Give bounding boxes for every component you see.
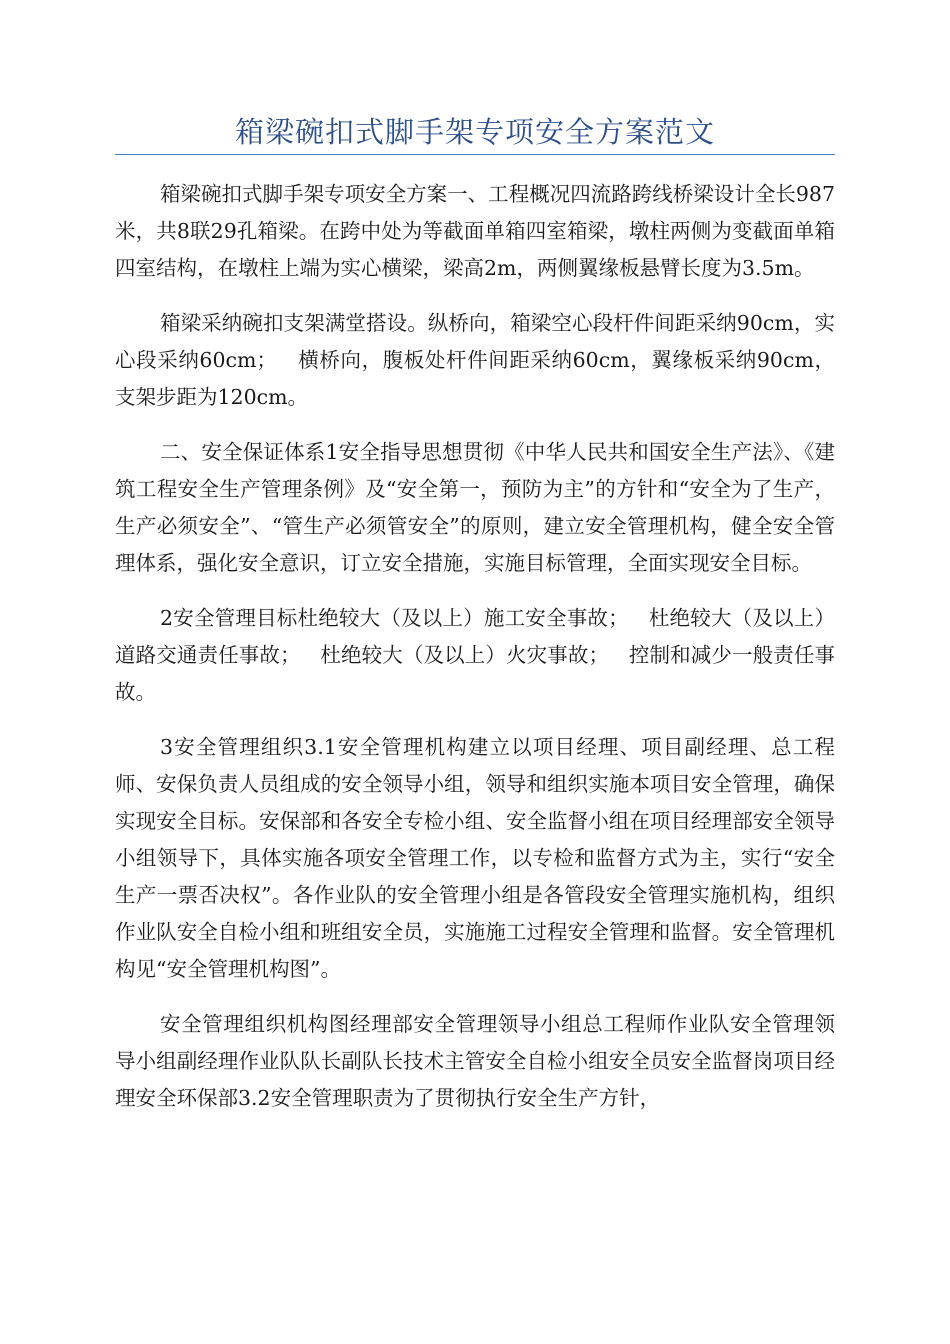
paragraph-safety-management-organization: 3安全管理组织3.1安全管理机构建立以项目经理、项目副经理、总工程师、安保负责人员组成的安全领导小组，领导和组织实施本项目安全管理，确保实现安全目标。安保部和各安全专检小组、安全监督小组在项目经理部安全领导小组领导下，具体实施各项安全管理工作，以专检和监督方式为主，实行“安全生产一票否决权”。各作业队的安全管理小组是各管段安全管理实施机构，组织作业队安全自检小组和班组安全员，实施施工过程安全管理和监督。安全管理机构见“安全管理机构图”。 bbox=[115, 735, 835, 981]
document-title: 箱梁碗扣式脚手架专项安全方案范文 bbox=[234, 115, 715, 149]
paragraph-project-overview: 箱梁碗扣式脚手架专项安全方案一、工程概况四流路跨线桥梁设计全长987米，共8联29孔箱梁。在跨中处为等截面单箱四室箱梁，墩柱两侧为变截面单箱四室结构，在墩柱上端为实心横梁，梁高2m，两侧翼缘板悬臂长度为3.5m。 bbox=[115, 182, 835, 280]
paragraph-organization-chart: 安全管理组织机构图经理部安全管理领导小组总工程师作业队安全管理领导小组副经理作业队队长副队长技术主管安全自检小组安全员安全监督岗项目经理安全环保部3.2安全管理职责为了贯彻执行安全生产方针， bbox=[115, 1012, 835, 1110]
document-body bbox=[115, 176, 835, 1135]
title-underline bbox=[115, 154, 835, 155]
paragraph-safety-management-goals: 2安全管理目标杜绝较大（及以上）施工安全事故； 杜绝较大（及以上）道路交通责任事故； 杜绝较大（及以上）火灾事故； 控制和减少一般责任事故。 bbox=[115, 606, 835, 704]
paragraph-safety-guarantee-system: 二、安全保证体系1安全指导思想贯彻《中华人民共和国安全生产法》、《建筑工程安全生产管理条例》及“安全第一，预防为主”的方针和“安全为了生产，生产必须安全”、“管生产必须管安全”的原则，建立安全管理机构，健全安全管理体系，强化安全意识，订立安全措施，实施目标管理，全面实现安全目标。 bbox=[115, 440, 835, 575]
paragraph-support-layout: 箱梁采纳碗扣支架满堂搭设。纵桥向，箱梁空心段杆件间距采纳90cm，实心段采纳60cm； 横桥向，腹板处杆件间距采纳60cm，翼缘板采纳90cm，支架步距为120cm。 bbox=[115, 311, 835, 409]
